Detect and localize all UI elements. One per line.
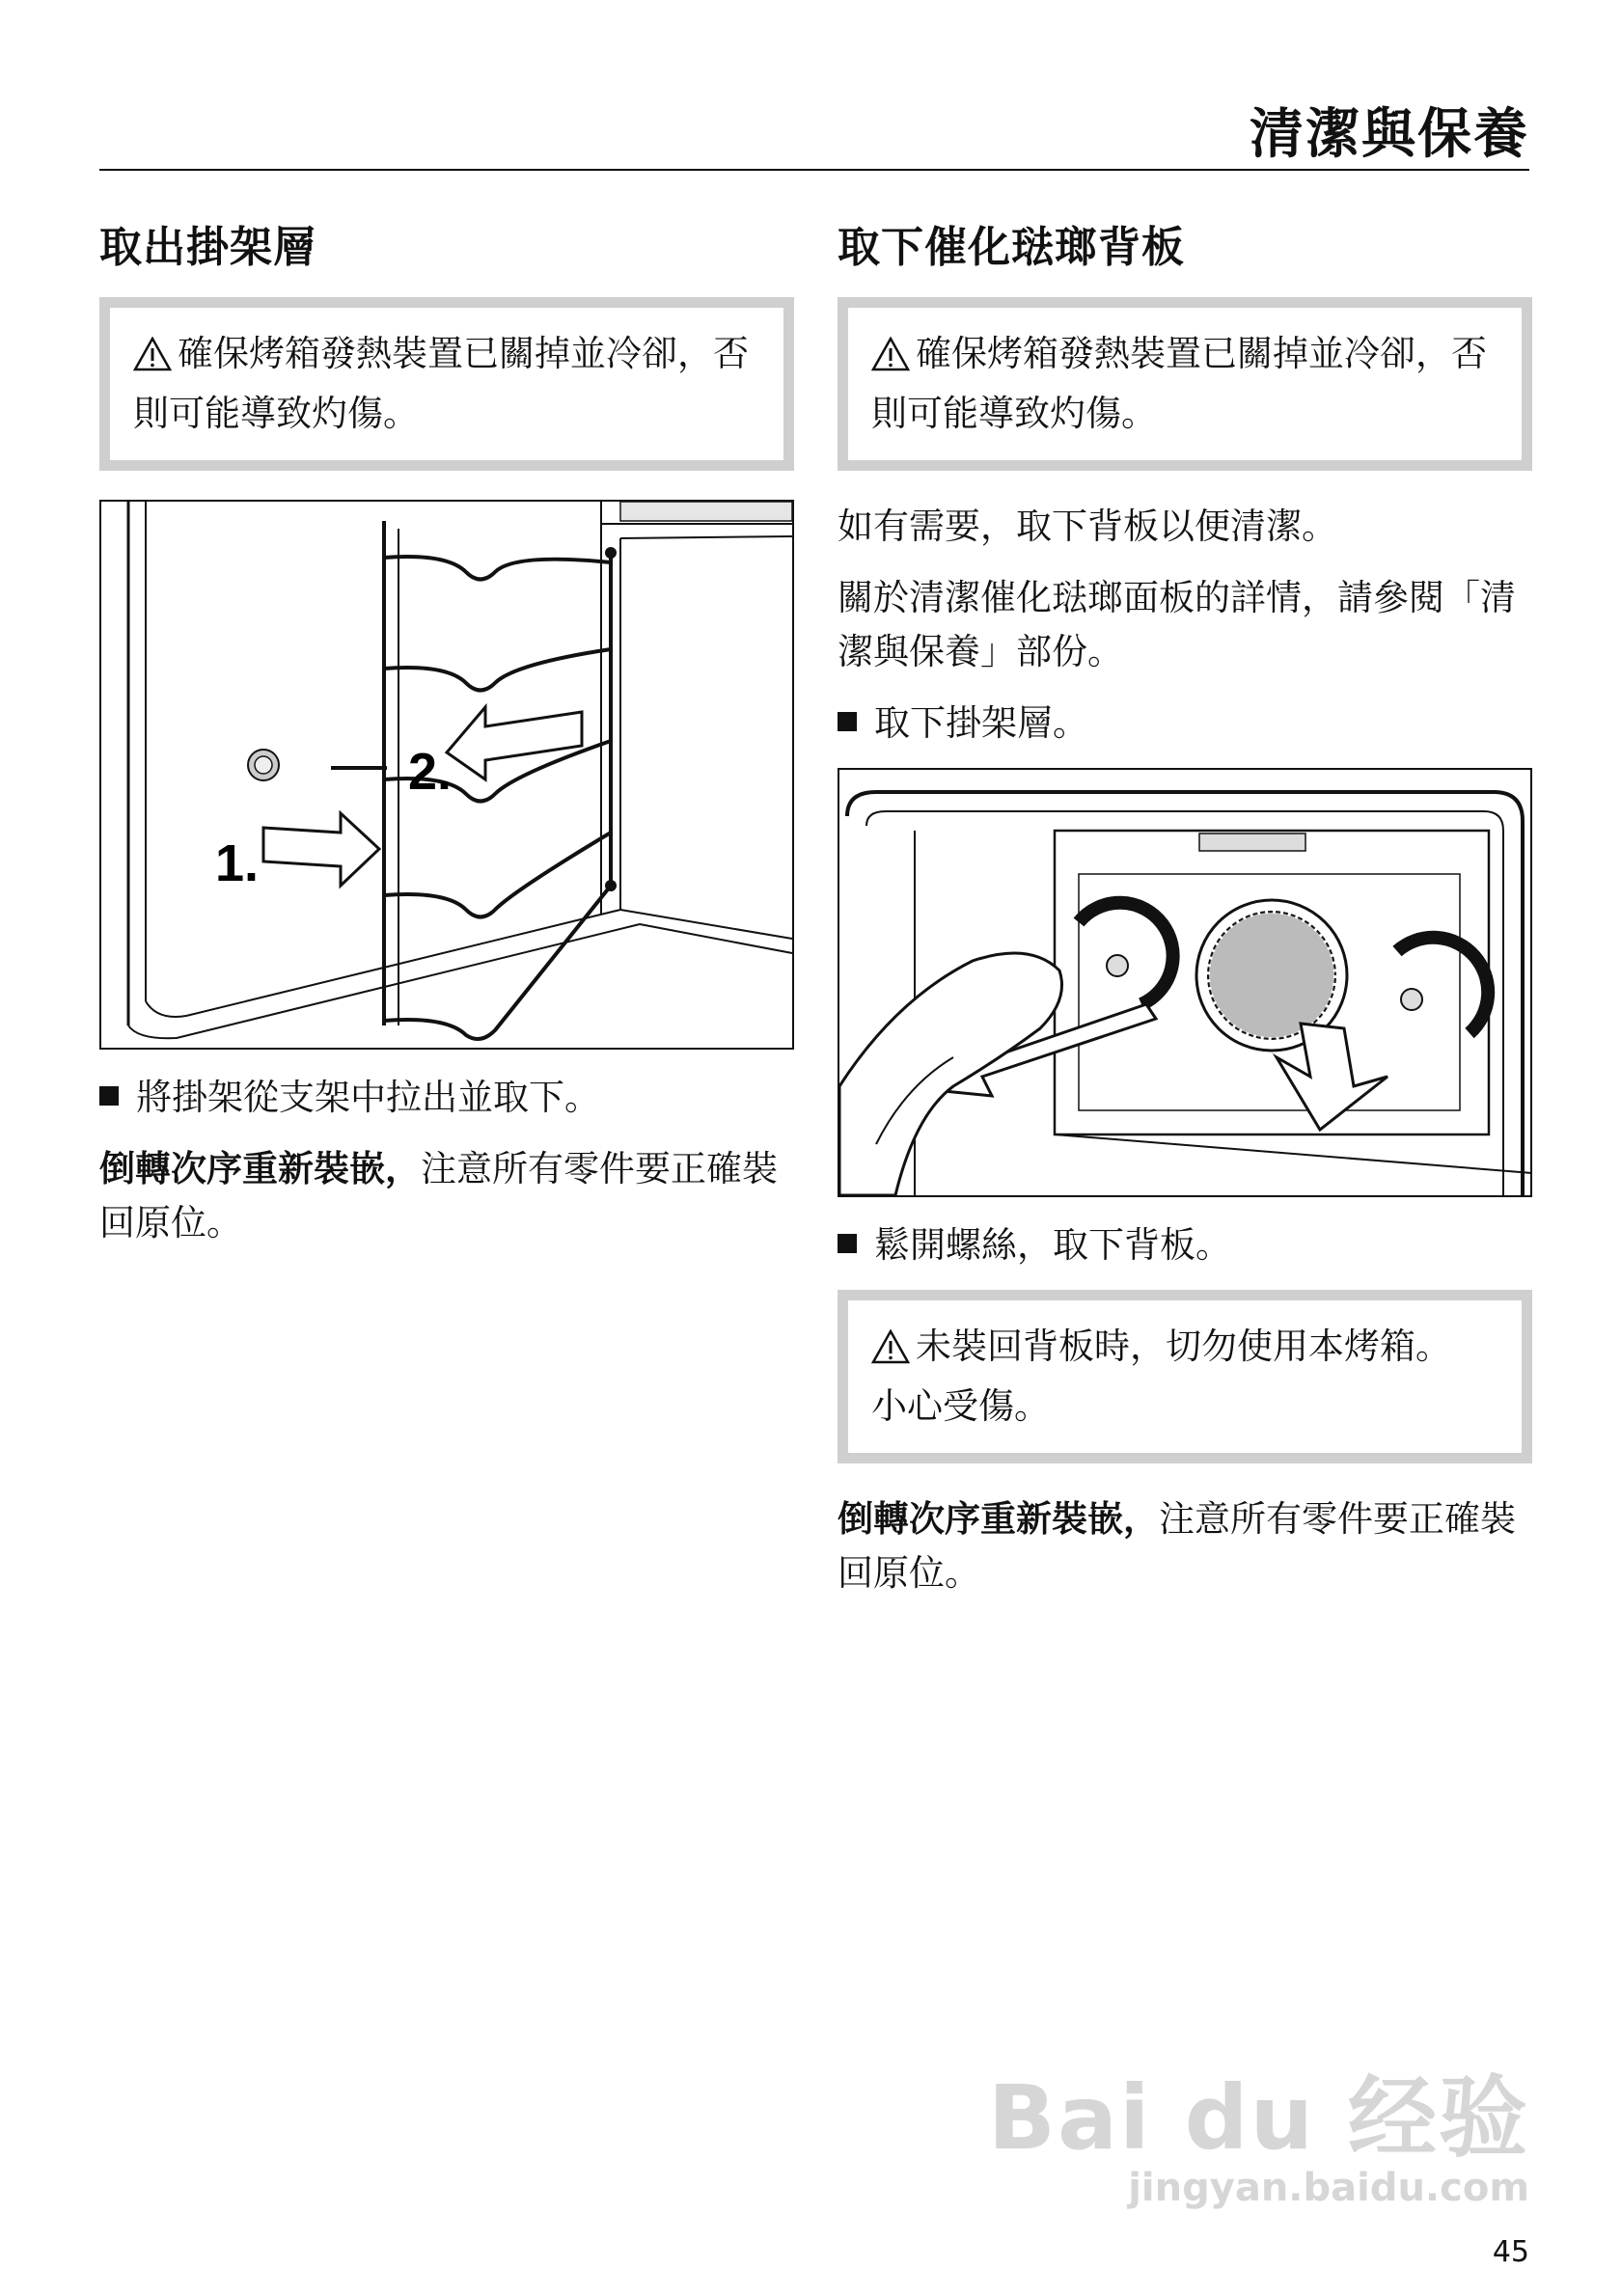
reassemble-bold: 倒轉次序重新裝嵌， [838, 1498, 1159, 1540]
watermark-site: jingyan.baidu.com [1128, 2166, 1529, 2210]
bullet-text: 鬆開螺絲，取下背板。 [874, 1224, 1231, 1266]
section-remove-back-panel [838, 212, 1532, 1618]
warning-message: 確保烤箱發熱裝置已關掉並冷卻，否則可能導致灼傷。 [871, 333, 1487, 434]
instruction-bullet [838, 697, 1532, 751]
reassemble-note [99, 1142, 794, 1250]
warning-text [133, 327, 760, 441]
bullet-text: 取下掛架層。 [874, 702, 1088, 744]
header-divider [99, 169, 1529, 171]
section-remove-shelf-runners [99, 212, 794, 1268]
baidu-watermark [987, 2066, 1529, 2210]
shelf-runner-illustration [99, 500, 794, 1050]
reassemble-bold: 倒轉次序重新裝嵌， [99, 1148, 421, 1189]
bullet-text: 將掛架從支架中拉出並取下。 [136, 1077, 600, 1118]
reassemble-text: 注意所有零件要正確裝回原位。 [99, 1148, 778, 1244]
watermark-brand: Bai du 经验 [987, 2066, 1529, 2170]
step-1-label: 1. [215, 834, 260, 892]
bullet-square-icon [838, 1234, 857, 1253]
page-section-title: 清潔與保養 [1250, 103, 1529, 166]
warning-message: 確保烤箱發熱裝置已關掉並冷卻，否則可能導致灼傷。 [133, 333, 749, 434]
reference-text: 關於清潔催化琺瑯面板的詳情，請參閱「清潔與保養」部份。 [838, 577, 1516, 672]
warning-box [838, 297, 1532, 471]
section-heading: 取下催化琺瑯背板 [838, 223, 1185, 272]
intro-text: 如有需要，取下背板以便清潔。 [838, 506, 1337, 547]
back-panel-illustration [838, 768, 1532, 1197]
section-heading: 取出掛架層 [99, 223, 316, 272]
warning-text [871, 327, 1498, 441]
instruction-bullet [838, 1218, 1532, 1272]
reassemble-note [838, 1492, 1532, 1600]
warning-triangle-icon [871, 1326, 910, 1380]
warning-message: 未裝回背板時，切勿使用本烤箱。 [916, 1326, 1451, 1367]
warning-triangle-icon [871, 333, 910, 387]
warning-box [99, 297, 794, 471]
bullet-square-icon [838, 712, 857, 731]
step-2-label: 2. [408, 743, 453, 801]
warning-triangle-icon [133, 333, 172, 387]
page-number: 45 [1492, 2235, 1529, 2269]
reassemble-text: 注意所有零件要正確裝回原位。 [838, 1498, 1516, 1594]
bullet-square-icon [99, 1086, 119, 1106]
warning-box [838, 1290, 1532, 1463]
warning-text [871, 1320, 1498, 1380]
warning-caution: 小心受傷。 [871, 1385, 1050, 1427]
instruction-bullet [99, 1071, 794, 1125]
